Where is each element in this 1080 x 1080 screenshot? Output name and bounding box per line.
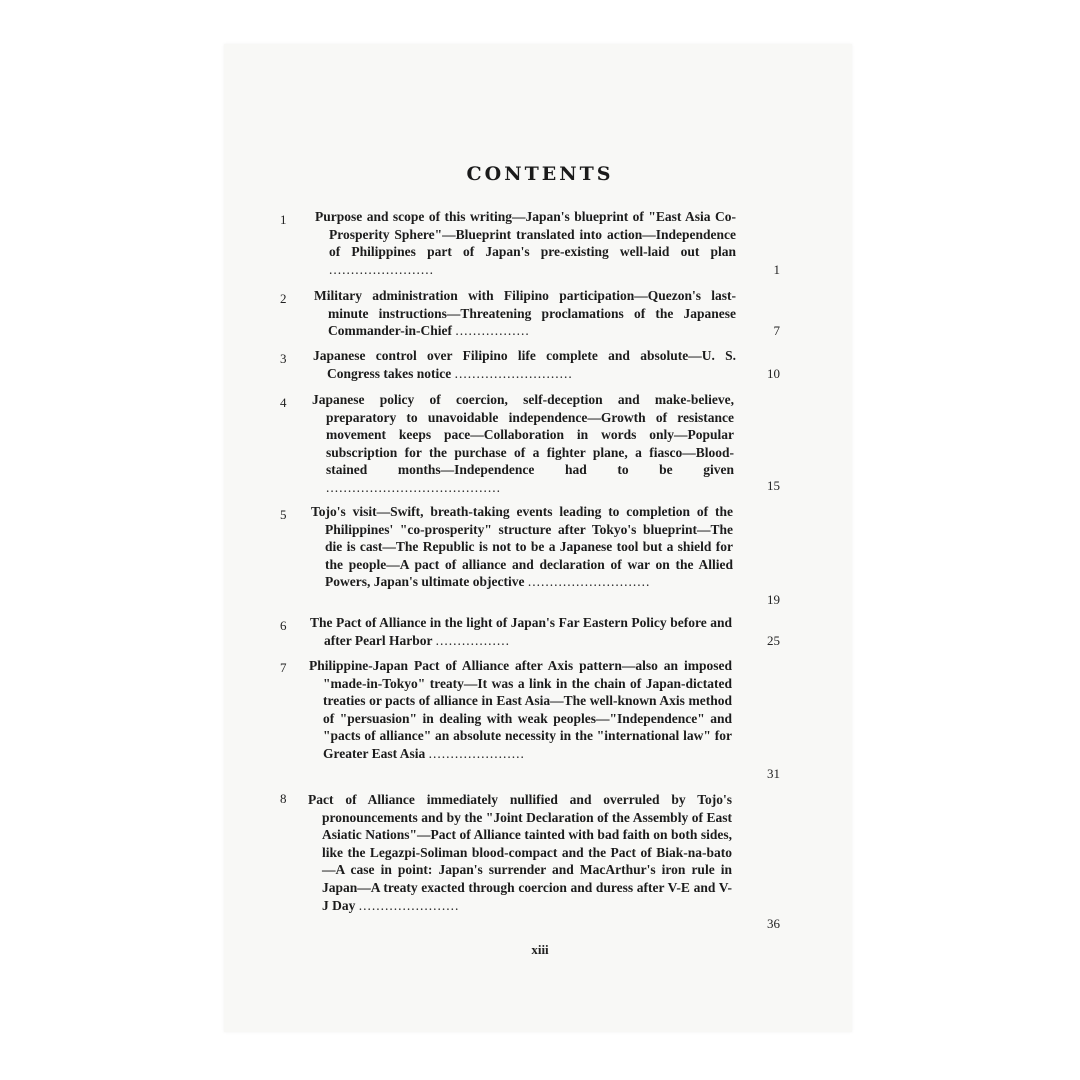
entry-number: 4 [280,395,287,410]
page-folio: xiii [531,942,549,957]
entry-page-number: 7 [773,323,780,338]
entry-page-number: 36 [767,916,780,931]
entry-text: Tojo's visit—Swift, breath-taking events leading to completion of the Philippines' "co-prosperity" structure after Tokyo's blueprint—The die is cast—The Republic is not to be a Japanese tool but a shield for the people—A pact of alliance and declaration of war on the Allied Powers, Japan's ultimate objective ............................ [311,504,733,590]
entry-number: 5 [280,507,287,522]
entry-description: Philippine-Japan Pact of Alliance after Axis pattern—also an imposed "made-in-Tokyo" treaty—It was a link in the chain of Japan-dictated treaties or pacts of alliance in East Asia—The well-known Axis method of "persuasion" in dealing with weak peoples—"Independence" and "pacts of alliance" an absolute necessity in the "international law" for Greater East Asia [309,658,732,761]
entry-description: Purpose and scope of this writing—Japan's blueprint of "East Asia Co-Prosperity Sphere"—Blueprint translated into action—Independence of Philippines part of Japan's pre-existing well-laid out plan [315,209,736,260]
entry-number: 8 [280,791,287,806]
entry-text: Purpose and scope of this writing—Japan's blueprint of "East Asia Co-Prosperity Sphere"—Blueprint translated into action—Independence of Philippines part of Japan's pre-existing well-laid out plan ........................ [315,209,736,277]
entry-number: 6 [280,618,287,633]
contents-heading: CONTENTS [466,163,614,185]
entry-text: Pact of Alliance immediately nullified and overruled by Tojo's pronouncements and by the "Joint Declaration of the Assembly of East Asiatic Nations"—Pact of Alliance tainted with bad faith on both sides, like the Legazpi-Soliman blood-compact and the Pact of Biak-na-bato—A case in point: Japan's surrender and MacArthur's iron rule in Japan—A treaty exacted through coercion and duress after V-E and V-J Day ....................... [308,792,732,913]
entry-page-number: 10 [767,366,780,381]
entry-number: 1 [280,212,287,227]
entry-page-number: 19 [767,592,780,607]
entry-text: Japanese control over Filipino life complete and absolute—U. S. Congress takes notice ........................... [313,348,736,381]
entry-description: Military administration with Filipino participation—Quezon's last-minute instructions—Threatening proclamations of the Japanese Commander-in-Chief [314,288,736,339]
entry-page-number: 15 [767,478,780,493]
entry-number: 3 [280,351,287,366]
entry-text: Japanese policy of coercion, self-deception and make-believe, preparatory to unavoidable independence—Growth of resistance movement keeps pace—Collaboration in words only—Popular subscription for the purchase of a fighter plane, a fiasco—Blood-stained months—Independence had to be given ........................................ [312,392,734,495]
entry-text: Military administration with Filipino participation—Quezon's last-minute instructions—Threatening proclamations of the Japanese Commander-in-Chief ................. [314,288,736,339]
entry-text: The Pact of Alliance in the light of Japan's Far Eastern Policy before and after Pearl Harbor ................. [310,615,732,648]
entry-page-number: 25 [767,633,780,648]
entry-description: Pact of Alliance immediately nullified and overruled by Tojo's pronouncements and by the "Joint Declaration of the Assembly of East Asiatic Nations"—Pact of Alliance tainted with bad faith on both sides, like the Legazpi-Soliman blood-compact and the Pact of Biak-na-bato—A case in point: Japan's surrender and MacArthur's iron rule in Japan—A treaty exacted through coercion and duress after V-E and V-J Day [308,792,732,913]
entry-page-number: 1 [773,262,780,277]
entry-description: Japanese policy of coercion, self-deception and make-believe, preparatory to unavoidable independence—Growth of resistance movement keeps pace—Collaboration in words only—Popular subscription for the purchase of a fighter plane, a fiasco—Blood-stained months—Independence had to be given [312,392,734,478]
entry-number: 2 [280,291,287,306]
entry-description: The Pact of Alliance in the light of Japan's Far Eastern Policy before and after Pearl Harbor [310,615,732,648]
entry-description: Tojo's visit—Swift, breath-taking events leading to completion of the Philippines' "co-prosperity" structure after Tokyo's blueprint—The die is cast—The Republic is not to be a Japanese tool but a shield for the people—A pact of alliance and declaration of war on the Allied Powers, Japan's ultimate objective [311,504,733,590]
entry-description: Japanese control over Filipino life complete and absolute—U. S. Congress takes notice [313,348,736,381]
entry-page-number: 31 [767,766,780,781]
entry-text: Philippine-Japan Pact of Alliance after Axis pattern—also an imposed "made-in-Tokyo" treaty—It was a link in the chain of Japan-dictated treaties or pacts of alliance in East Asia—The well-known Axis method of "persuasion" in dealing with weak peoples—"Independence" and "pacts of alliance" an absolute necessity in the "international law" for Greater East Asia ...................... [309,658,732,761]
entry-number: 7 [280,660,287,675]
